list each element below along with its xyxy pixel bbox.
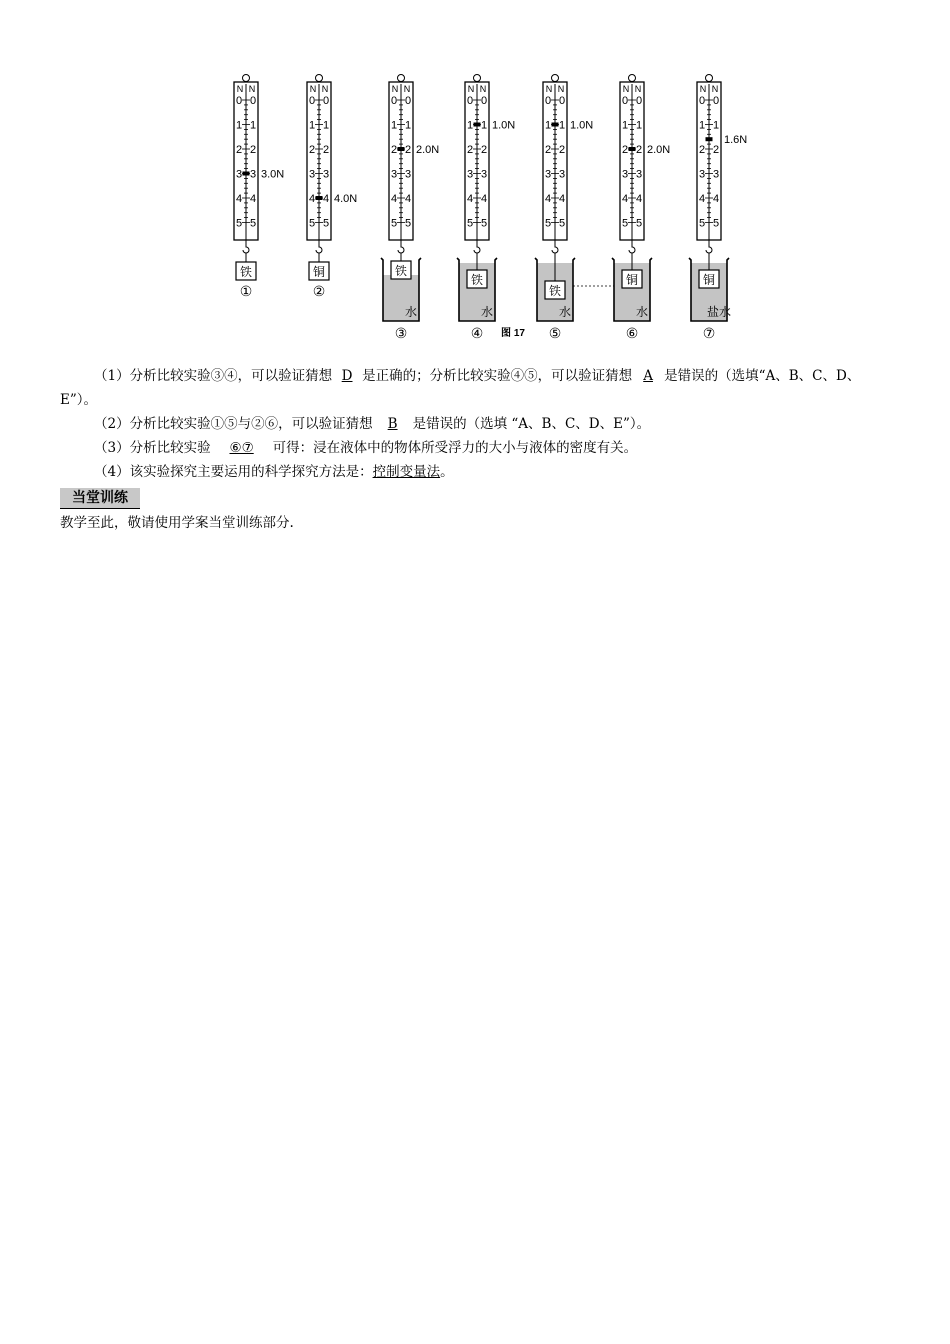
- scale-number: 0: [404, 95, 412, 107]
- scale-number: 0: [308, 95, 316, 107]
- unit-label: N: [321, 84, 329, 94]
- experiment-number: ⑦: [702, 325, 716, 341]
- scale-number: 5: [544, 217, 552, 230]
- scale-number: 2: [466, 144, 474, 156]
- scale-number: 4: [698, 193, 706, 205]
- reading-label: 2.0N: [416, 144, 440, 156]
- spring-scale-2: [307, 75, 357, 300]
- unit-label: N: [467, 84, 475, 94]
- block-label: 铁: [239, 265, 253, 279]
- spring-scale-1: [234, 75, 284, 300]
- scale-number: 5: [698, 217, 706, 230]
- scale-number: 3: [480, 168, 488, 181]
- scale-number: 2: [235, 144, 243, 156]
- spring-scale-4: [457, 75, 515, 342]
- scale-number: 5: [712, 217, 720, 230]
- scale-number: 4: [544, 193, 552, 205]
- scale-number: 2: [544, 144, 552, 156]
- scale-number: 2: [635, 144, 643, 156]
- liquid-label: 盐水: [706, 305, 732, 319]
- hook: [706, 240, 712, 253]
- section-heading: 当堂训练: [60, 488, 140, 509]
- unit-label: N: [634, 84, 642, 94]
- pointer-marker: [552, 123, 559, 127]
- scale-number: 3: [235, 168, 243, 181]
- scale-number: 0: [249, 95, 257, 107]
- top-ring: [474, 75, 481, 82]
- q1-answer-blank-1: D: [341, 368, 353, 384]
- unit-label: N: [236, 84, 244, 94]
- scale-number: 0: [712, 95, 720, 107]
- scale-number: 3: [308, 168, 316, 181]
- unit-label: N: [309, 84, 317, 94]
- experiment-number: ①: [239, 283, 253, 299]
- block-label: 铜: [625, 273, 639, 287]
- pointer-marker: [706, 137, 713, 141]
- scale-number: 0: [698, 95, 706, 107]
- spring-scale-figure: [212, 70, 748, 345]
- liquid-label: 水: [558, 305, 572, 319]
- scale-number: 4: [635, 193, 643, 205]
- spring-scale-5: [535, 75, 593, 342]
- scale-number: 1: [249, 119, 257, 132]
- scale-number: 3: [390, 168, 398, 181]
- experiment-number: ②: [312, 283, 326, 299]
- scale-number: 2: [308, 144, 316, 156]
- top-ring: [552, 75, 559, 82]
- scale-number: 4: [249, 193, 257, 205]
- liquid-label: 水: [404, 305, 418, 319]
- scale-number: 1: [480, 119, 488, 132]
- spring-scale-7: [689, 75, 747, 342]
- hook: [552, 240, 558, 253]
- question-1: [60, 364, 895, 412]
- block-label: 铁: [470, 273, 484, 287]
- scale-number: 4: [466, 193, 474, 205]
- scale-number: 4: [322, 193, 330, 205]
- q1-text-a: （1）分析比较实验③④，可以验证猜想: [94, 368, 333, 384]
- scale-number: 1: [235, 119, 243, 132]
- scale-number: 5: [466, 217, 474, 230]
- scale-number: 4: [235, 193, 243, 205]
- scale-number: 5: [308, 217, 316, 230]
- scale-number: 3: [621, 168, 629, 181]
- scale-number: 2: [558, 144, 566, 156]
- experiment-number: ④: [470, 325, 484, 341]
- block-label: 铜: [312, 265, 326, 279]
- question-4: [60, 460, 895, 484]
- scale-number: 0: [480, 95, 488, 107]
- scale-number: 0: [235, 95, 243, 107]
- unit-label: N: [699, 84, 707, 94]
- unit-label: N: [391, 84, 399, 94]
- scale-number: 1: [621, 119, 629, 132]
- question-2: [60, 412, 895, 436]
- block-label: 铁: [548, 284, 562, 298]
- q1-answer-blank-2: A: [643, 368, 653, 384]
- reading-label: 1.0N: [492, 119, 516, 132]
- reading-label: 4.0N: [334, 193, 358, 205]
- liquid-label: 水: [635, 305, 649, 319]
- scale-number: 2: [249, 144, 257, 156]
- hook: [243, 240, 249, 253]
- scale-number: 5: [249, 217, 257, 230]
- scale-number: 2: [322, 144, 330, 156]
- scale-number: 4: [558, 193, 566, 205]
- top-ring: [398, 75, 405, 82]
- scale-number: 5: [558, 217, 566, 230]
- q1-text-c: 是错误的（选填“A、B、C、D、E”）。: [60, 368, 861, 408]
- scale-number: 4: [390, 193, 398, 205]
- top-ring: [316, 75, 323, 82]
- q1-text-b: 是正确的；分析比较实验④⑤，可以验证猜想: [362, 368, 633, 384]
- scale-number: 5: [390, 217, 398, 230]
- scale-number: 5: [322, 217, 330, 230]
- scale-number: 3: [698, 168, 706, 181]
- hook: [398, 240, 404, 253]
- question-3: [60, 436, 895, 460]
- liquid-label: 水: [480, 305, 494, 319]
- scale-number: 1: [466, 119, 474, 132]
- scale-number: 1: [544, 119, 552, 132]
- pointer-marker: [629, 147, 636, 151]
- top-ring: [243, 75, 250, 82]
- scale-number: 1: [712, 119, 720, 132]
- block-label: 铜: [702, 273, 716, 287]
- unit-label: N: [403, 84, 411, 94]
- unit-label: N: [479, 84, 487, 94]
- reading-label: 1.6N: [724, 134, 748, 147]
- q3-answer-blank: ⑥⑦: [229, 440, 254, 456]
- scale-number: 3: [544, 168, 552, 181]
- pointer-marker: [243, 172, 250, 176]
- pointer-marker: [474, 123, 481, 127]
- q4-text-a: （4）该实验探究主要运用的科学探究方法是：: [94, 464, 373, 480]
- scale-number: 3: [558, 168, 566, 181]
- scale-number: 1: [322, 119, 330, 132]
- scale-number: 2: [621, 144, 629, 156]
- spring-scale-diagram: [212, 70, 748, 345]
- unit-label: N: [545, 84, 553, 94]
- scale-number: 5: [480, 217, 488, 230]
- scale-number: 0: [635, 95, 643, 107]
- q2-text-a: （2）分析比较实验①⑤与②⑥，可以验证猜想: [94, 416, 373, 432]
- reading-label: 2.0N: [647, 144, 671, 156]
- pointer-marker: [316, 196, 323, 200]
- scale-number: 3: [635, 168, 643, 181]
- figure-caption: 图 17: [501, 328, 525, 339]
- experiment-number: ⑥: [625, 325, 639, 341]
- hook: [629, 240, 635, 253]
- unit-label: N: [622, 84, 630, 94]
- reading-label: 1.0N: [570, 119, 594, 132]
- unit-label: N: [557, 84, 565, 94]
- scale-number: 0: [544, 95, 552, 107]
- q2-text-b: 是错误的（选填 “A、B、C、D、E”）。: [412, 416, 651, 432]
- scale-number: 5: [404, 217, 412, 230]
- scale-number: 2: [480, 144, 488, 156]
- scale-number: 2: [390, 144, 398, 156]
- scale-number: 1: [404, 119, 412, 132]
- scale-number: 1: [308, 119, 316, 132]
- scale-number: 2: [698, 144, 706, 156]
- scale-number: 3: [712, 168, 720, 181]
- scale-number: 3: [322, 168, 330, 181]
- scale-number: 0: [621, 95, 629, 107]
- scale-number: 4: [712, 193, 720, 205]
- reading-label: 3.0N: [261, 168, 285, 181]
- unit-label: N: [711, 84, 719, 94]
- scale-number: 1: [558, 119, 566, 132]
- scale-number: 5: [235, 217, 243, 230]
- scale-number: 1: [390, 119, 398, 132]
- scale-number: 3: [404, 168, 412, 181]
- top-ring: [629, 75, 636, 82]
- unit-label: N: [248, 84, 256, 94]
- block-label: 铁: [394, 264, 408, 278]
- scale-number: 0: [322, 95, 330, 107]
- scale-number: 3: [249, 168, 257, 181]
- scale-number: 4: [621, 193, 629, 205]
- hook: [474, 240, 480, 253]
- scale-number: 4: [404, 193, 412, 205]
- q4-answer: 控制变量法: [372, 464, 441, 480]
- spring-scale-3: [381, 75, 439, 342]
- experiment-number: ③: [394, 325, 408, 341]
- q3-text-a: （3）分析比较实验: [94, 440, 211, 456]
- scale-number: 1: [698, 119, 706, 132]
- pointer-marker: [398, 147, 405, 151]
- scale-number: 2: [404, 144, 412, 156]
- scale-number: 0: [466, 95, 474, 107]
- top-ring: [706, 75, 713, 82]
- spring-scale-6: [612, 75, 670, 342]
- scale-number: 0: [558, 95, 566, 107]
- scale-number: 4: [308, 193, 316, 205]
- scale-number: 5: [621, 217, 629, 230]
- scale-number: 5: [635, 217, 643, 230]
- scale-number: 1: [635, 119, 643, 132]
- section-text: 教学至此，敬请使用学案当堂训练部分.: [60, 515, 294, 531]
- hook: [316, 240, 322, 253]
- scale-number: 4: [480, 193, 488, 205]
- q4-text-b: 。: [440, 464, 454, 480]
- q2-answer-blank: B: [387, 416, 398, 432]
- scale-number: 3: [466, 168, 474, 181]
- experiment-number: ⑤: [548, 325, 562, 341]
- scale-number: 0: [390, 95, 398, 107]
- q3-text-b: 可得：浸在液体中的物体所受浮力的大小与液体的密度有关。: [272, 440, 638, 456]
- scale-number: 2: [712, 144, 720, 156]
